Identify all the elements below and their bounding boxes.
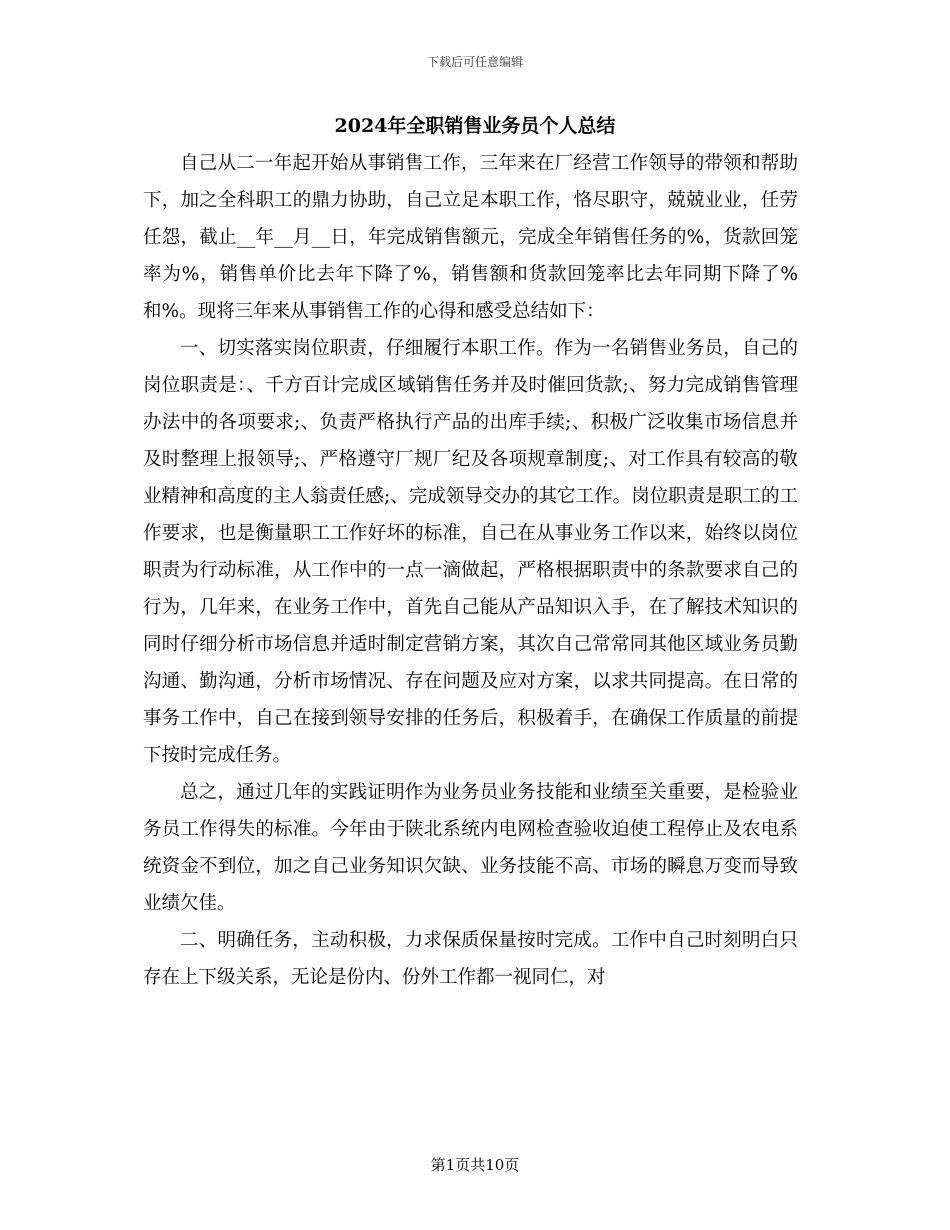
page-footer-page-number: 第1页共10页 xyxy=(430,1156,520,1174)
paragraph-section-two: 二、明确任务，主动积极，力求保质保量按时完成。工作中自己时刻明白只存在上下级关系，无论是份内、份外工作都一视同仁，对 xyxy=(143,930,798,988)
document-title: 2024年全职销售业务员个人总结 xyxy=(334,115,616,137)
paragraph-summary: 总之，通过几年的实践证明作为业务员业务技能和业绩至关重要，是检验业务员工作得失的标准。今年由于陕北系统内电网检查验收迫使工程停止及农电系统资金不到位，加之自己业务知识欠缺、业务技能不高、市场的瞬息万变而导致业绩欠佳。 xyxy=(143,782,798,914)
page-header-note: 下载后可任意编辑 xyxy=(426,55,523,69)
paragraph-intro: 自己从二一年起开始从事销售工作，三年来在厂经营工作领导的带领和帮助下，加之全科职工的鼎力协助，自己立足本职工作，恪尽职守，兢兢业业，任劳任怨，截止__年__月__日，年完成销售额元，完成全年销售任务的%，货款回笼率为%，销售单价比去年下降了%，销售额和货款回笼率比去年同期下降了%和%。现将三年来从事销售工作的心得和感受总结如下： xyxy=(143,153,798,322)
paragraph-section-one: 一、切实落实岗位职责，仔细履行本职工作。作为一名销售业务员，自己的岗位职责是：、千方百计完成区域销售任务并及时催回货款;、努力完成销售管理办法中的各项要求;、负责严格执行产品的出库手续;、积极广泛收集市场信息并及时整理上报领导;、严格遵守厂规厂纪及各项规章制度;、对工作具有较高的敬业精神和高度的主人翁责任感;、完成领导交办的其它工作。岗位职责是职工的工作要求，也是衡量职工工作好坏的标准，自己在从事业务工作以来，始终以岗位职责为行动标准，从工作中的一点一滴做起，严格根据职责中的条款要求自己的行为，几年来，在业务工作中，首先自己能从产品知识入手，在了解技术知识的同时仔细分析市场信息并适时制定营销方案，其次自己常常同其他区域业务员勤沟通、勤沟通，分析市场情况、存在问题及应对方案，以求共同提高。在日常的事务工作中，自己在接到领导安排的任务后，积极着手，在确保工作质量的前提下按时完成任务。 xyxy=(143,338,798,766)
document-body xyxy=(143,145,798,996)
